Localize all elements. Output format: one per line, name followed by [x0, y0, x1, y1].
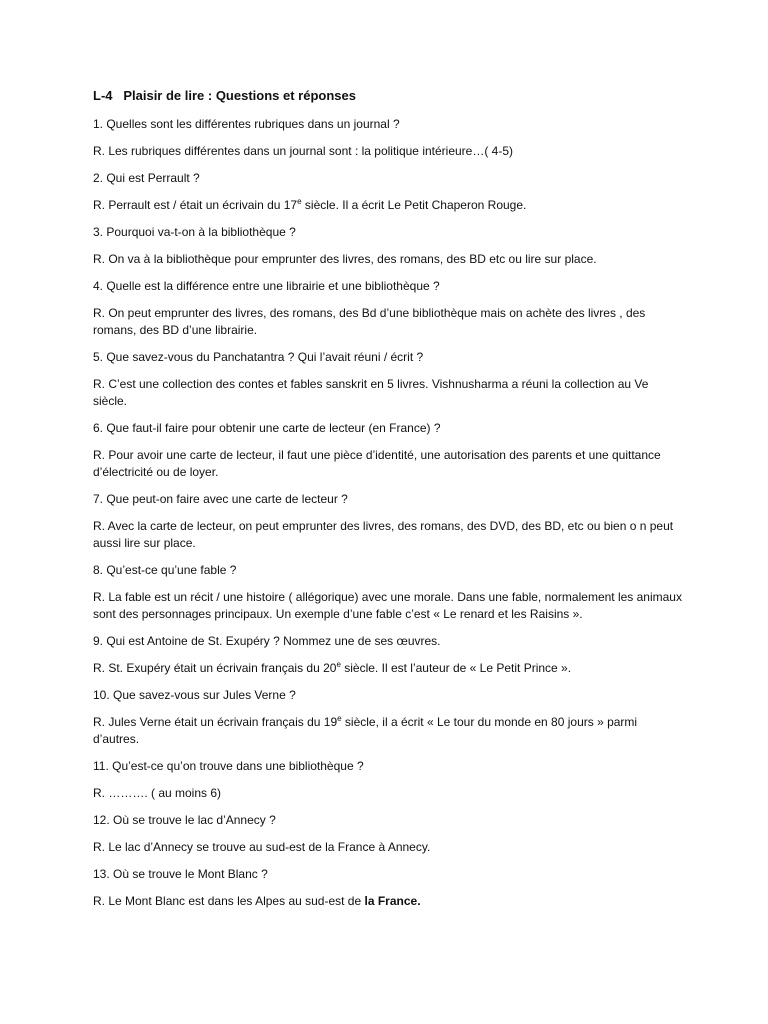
document-title: L-4 Plaisir de lire : Questions et réponses — [93, 88, 356, 103]
answer-6: R. Pour avoir une carte de lecteur, il faut une pièce d’identité, une autorisation des parents et une quittance d’électricité ou de loyer. — [93, 448, 661, 479]
question-6: 6. Que faut-il faire pour obtenir une carte de lecteur (en France) ? — [93, 421, 441, 435]
answer-9: R. St. Exupéry était un écrivain français du 20e siècle. Il est l’auteur de « Le Petit Prince ». — [93, 660, 572, 675]
question-4: 4. Quelle est la différence entre une librairie et une bibliothèque ? — [93, 279, 440, 293]
question-3: 3. Pourquoi va-t-on à la bibliothèque ? — [93, 225, 296, 239]
question-12: 12. Où se trouve le lac d’Annecy ? — [93, 813, 276, 827]
question-7: 7. Que peut-on faire avec une carte de lecteur ? — [93, 492, 348, 506]
question-10: 10. Que savez-vous sur Jules Verne ? — [93, 688, 296, 702]
document-content — [93, 87, 683, 920]
question-5: 5. Que savez-vous du Panchatantra ? Qui l’avait réuni / écrit ? — [93, 350, 424, 364]
question-8: 8. Qu’est-ce qu’une fable ? — [93, 563, 237, 577]
answer-11: R. ………. ( au moins 6) — [93, 786, 222, 800]
answer-10: R. Jules Verne était un écrivain français du 19e siècle, il a écrit « Le tour du monde en 80 jours » parmi d’autres. — [93, 714, 638, 746]
answer-5: R. C’est une collection des contes et fables sanskrit en 5 livres. Vishnusharma a réuni la collection au Ve siècle. — [93, 377, 649, 408]
question-9: 9. Qui est Antoine de St. Exupéry ? Nommez une de ses œuvres. — [93, 634, 441, 648]
question-1: 1. Quelles sont les différentes rubriques dans un journal ? — [93, 117, 400, 131]
answer-2: R. Perrault est / était un écrivain du 17e siècle. Il a écrit Le Petit Chaperon Rouge. — [93, 197, 527, 212]
answer-8: R. La fable est un récit / une histoire ( allégorique) avec une morale. Dans une fable, normalement les animaux sont des personnages principaux. Un exemple d’une fable c’est « Le renard et les Raisins ». — [93, 590, 682, 621]
answer-1: R. Les rubriques différentes dans un journal sont : la politique intérieure…( 4-5) — [93, 144, 514, 158]
question-2: 2. Qui est Perrault ? — [93, 171, 200, 185]
question-11: 11. Qu’est-ce qu’on trouve dans une bibliothèque ? — [93, 759, 364, 773]
answer-3: R. On va à la bibliothèque pour emprunter des livres, des romans, des BD etc ou lire sur place. — [93, 252, 597, 266]
answer-4: R. On peut emprunter des livres, des romans, des Bd d’une bibliothèque mais on achète des livres , des romans, des BD d’une librairie. — [93, 306, 646, 337]
answer-13: R. Le Mont Blanc est dans les Alpes au sud-est de la France. — [93, 894, 421, 908]
answer-12: R. Le lac d’Annecy se trouve au sud-est de la France à Annecy. — [93, 840, 431, 854]
answer-7: R. Avec la carte de lecteur, on peut emprunter des livres, des romans, des DVD, des BD, etc ou bien o n peut aussi lire sur place. — [93, 519, 674, 550]
question-13: 13. Où se trouve le Mont Blanc ? — [93, 867, 268, 881]
